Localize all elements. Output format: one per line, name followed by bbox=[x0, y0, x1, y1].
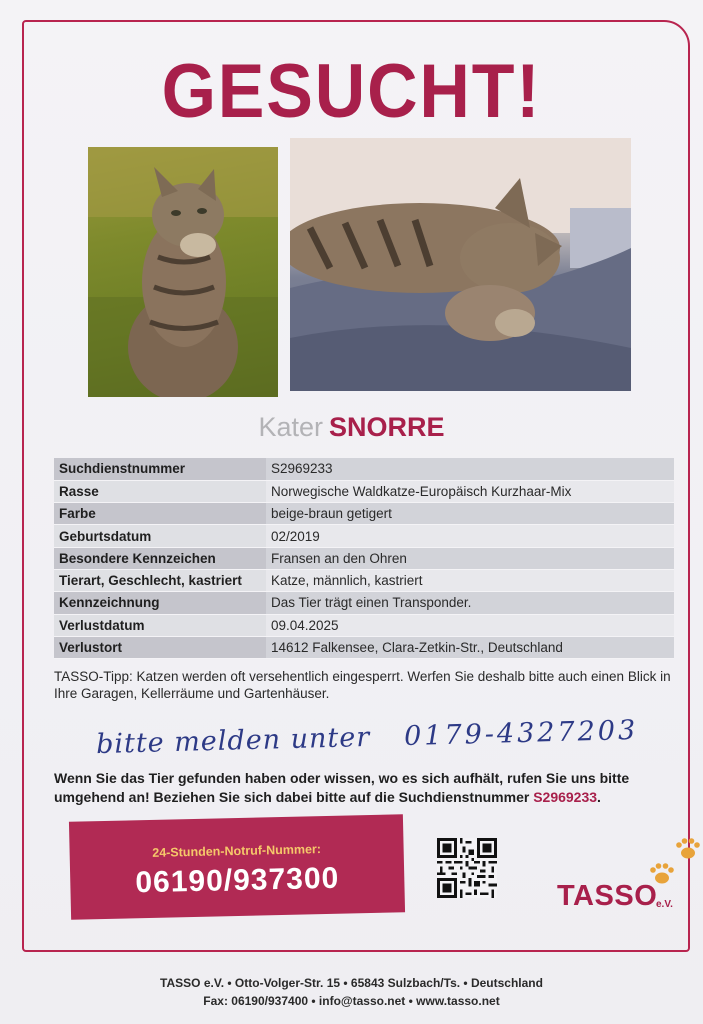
animal-name-value: SNORRE bbox=[329, 412, 445, 442]
detail-value: Fransen an den Ohren bbox=[266, 547, 674, 569]
detail-value: 14612 Falkensee, Clara-Zetkin-Str., Deutschland bbox=[266, 636, 674, 658]
tasso-tip: TASSO-Tipp: Katzen werden oft versehentlich eingesperrt. Werfen Sie deshalb bitte auch einen Blick in Ihre Garagen, Kellerräume und Gartenhäuser. bbox=[54, 669, 671, 701]
handwritten-phone[interactable]: 0179-4327203 bbox=[403, 714, 639, 753]
detail-label: Suchdienstnummer bbox=[54, 458, 266, 480]
detail-label: Besondere Kennzeichen bbox=[54, 547, 266, 569]
cat-photo-sleeping bbox=[290, 138, 631, 391]
table-row bbox=[54, 458, 674, 480]
table-row bbox=[54, 547, 674, 569]
handwritten-text: bitte melden unter bbox=[95, 721, 371, 761]
qr-code-icon[interactable] bbox=[437, 838, 497, 898]
tasso-logo-suffix: e.V. bbox=[656, 899, 673, 910]
call-text: Wenn Sie das Tier gefunden haben oder wissen, wo es sich aufhält, rufen Sie uns bitte umgehend an! Beziehen Sie sich dabei bitte auf die Suchdienstnummer bbox=[54, 770, 630, 805]
footer bbox=[0, 974, 703, 1010]
cat-photo-sitting bbox=[88, 147, 278, 397]
table-row bbox=[54, 614, 674, 636]
footer-address: TASSO e.V. • Otto-Volger-Str. 15 • 65843 Sulzbach/Ts. • Deutschland bbox=[160, 976, 543, 990]
table-row bbox=[54, 636, 674, 658]
detail-label: Tierart, Geschlecht, kastriert bbox=[54, 569, 266, 591]
hotline-box bbox=[69, 814, 405, 920]
call-to-action bbox=[54, 769, 674, 807]
detail-value: 09.04.2025 bbox=[266, 614, 674, 636]
detail-value: beige-braun getigert bbox=[266, 503, 674, 525]
table-row bbox=[54, 592, 674, 614]
detail-label: Farbe bbox=[54, 503, 266, 525]
detail-value: 02/2019 bbox=[266, 525, 674, 547]
detail-value: Katze, männlich, kastriert bbox=[266, 569, 674, 591]
detail-label: Kennzeichnung bbox=[54, 592, 266, 614]
detail-label: Verlustort bbox=[54, 636, 266, 658]
table-row bbox=[54, 525, 674, 547]
table-row bbox=[54, 503, 674, 525]
detail-label: Verlustdatum bbox=[54, 614, 266, 636]
hotline-label: 24-Stunden-Notruf-Nummer: bbox=[152, 842, 322, 860]
detail-value: Norwegische Waldkatze-Europäisch Kurzhaar-Mix bbox=[266, 480, 674, 502]
animal-prefix: Kater bbox=[258, 412, 324, 442]
hotline-number[interactable]: 06190/937300 bbox=[135, 861, 340, 900]
animal-name bbox=[0, 412, 703, 443]
details-table bbox=[54, 458, 674, 659]
table-row bbox=[54, 569, 674, 591]
call-end: . bbox=[597, 789, 601, 805]
call-ref-number: S2969233 bbox=[533, 789, 598, 805]
detail-value: Das Tier trägt einen Transponder. bbox=[266, 592, 674, 614]
table-row bbox=[54, 480, 674, 502]
detail-label: Rasse bbox=[54, 480, 266, 502]
detail-value: S2969233 bbox=[266, 458, 674, 480]
page-title: GESUCHT! bbox=[161, 49, 542, 134]
detail-label: Geburtsdatum bbox=[54, 525, 266, 547]
footer-contact[interactable]: Fax: 06190/937400 • info@tasso.net • www.tasso.net bbox=[203, 994, 500, 1008]
tasso-logo: TASSO bbox=[557, 880, 658, 912]
